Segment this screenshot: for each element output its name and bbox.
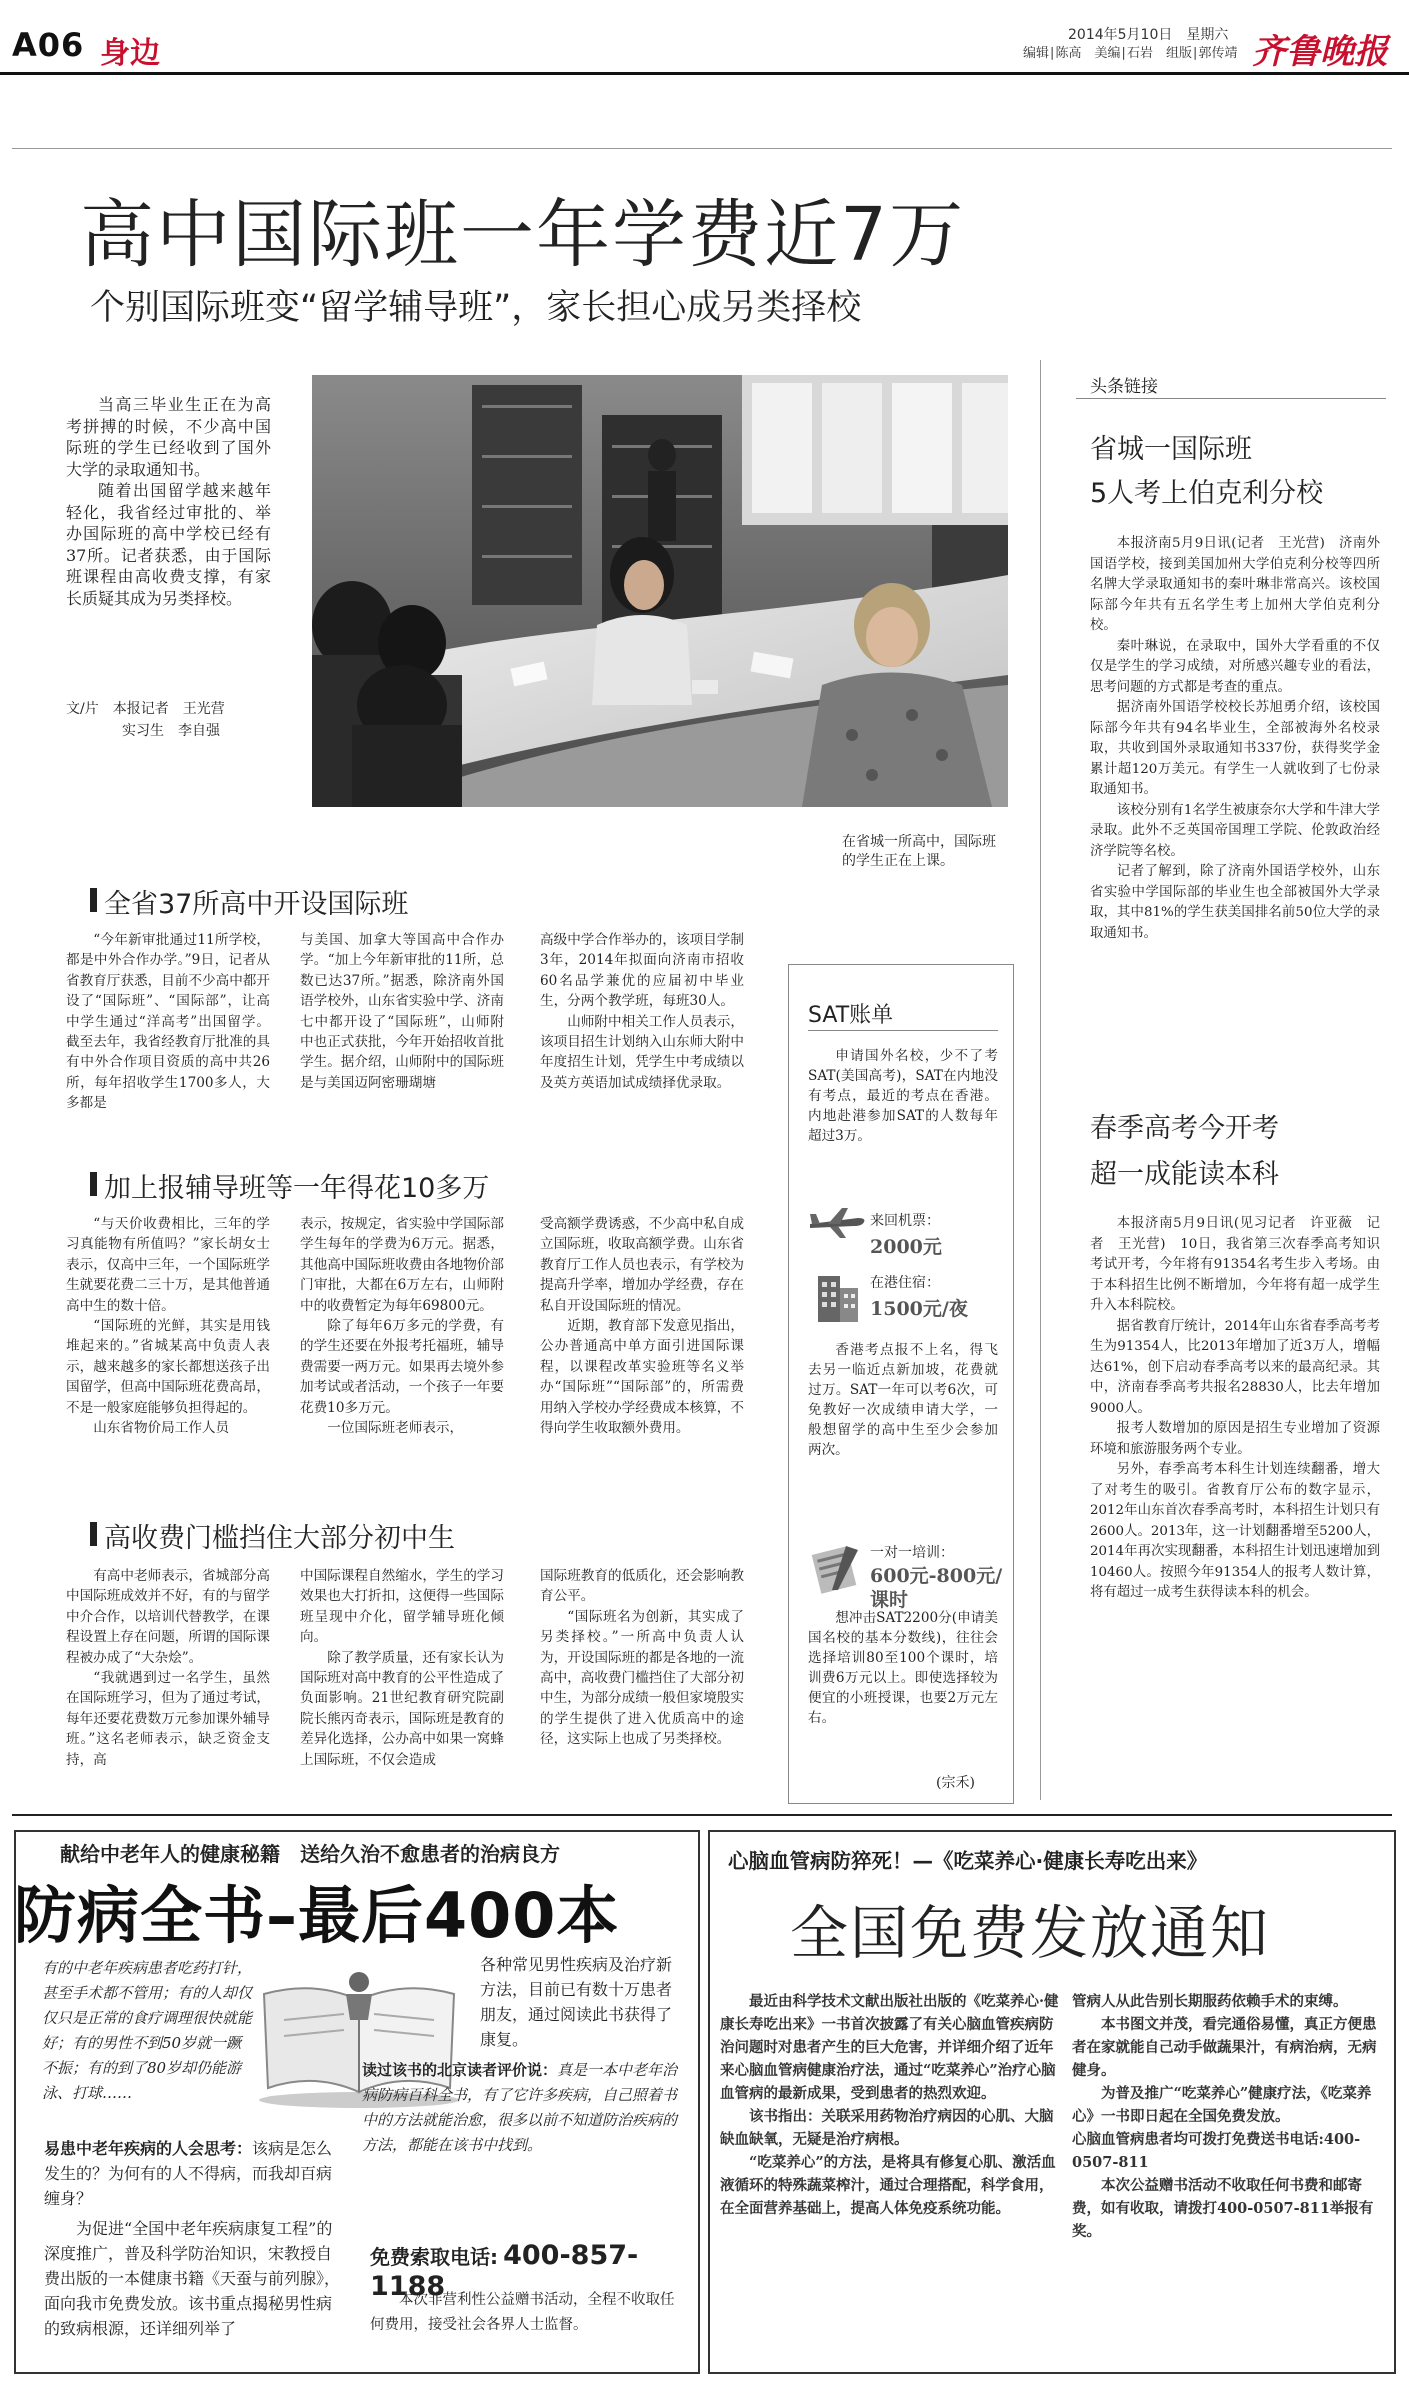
- lead-paragraph: 随着出国留学越来越年轻化，我省经过审批的、举办国际班的高中学校已经有37所。记者获悉，由于国际班课程由高收费支撑，有家长质疑其成为另类择校。: [66, 481, 271, 608]
- s2-column-3: [540, 1214, 744, 1514]
- lead-paragraph: 当高三毕业生正在为高考拼搏的时候，不少高中国际班的学生已经收到了国外大学的录取通知书。: [66, 395, 271, 479]
- s3-column-2: [300, 1566, 504, 1806]
- paragraph: 中国际课程自然缩水，学生的学习效果也大打折扣，这便得一些国际班呈现中介化，留学辅导班化倾向。: [300, 1568, 504, 1646]
- phone-number: 400-857-1188: [370, 2240, 639, 2302]
- paragraph: 为普及推广“吃菜养心”健康疗法，《吃菜养心》一书即日起在全国免费发放。: [1072, 2085, 1372, 2125]
- section-title: 高收费门槛挡住大部分初中生: [104, 1523, 455, 1554]
- paragraph: 该书指出：关联采用药物治疗病因的心肌、大脑缺血缺氧，无疑是治疗病根。: [720, 2108, 1054, 2148]
- sidebar-article-2-title: [1090, 1106, 1279, 1198]
- paragraph: 本书图文并茂，看完通俗易懂，真正方便患者在家就能自己动手做蔬果汁，有病治病，无病健身。: [1072, 2016, 1377, 2079]
- sat-intro: [808, 1046, 998, 1146]
- hotel-label: 在港住宿：: [870, 1275, 940, 1291]
- byline-reporter: 文/片 本报记者 王光营: [66, 701, 225, 717]
- ad-health-top: 心脑血管病防猝死！—《吃菜养心·健康长寿吃出来》: [728, 1849, 1208, 1873]
- paragraph: 管病人从此告别长期服药依赖手术的束缚。: [1072, 1993, 1348, 2010]
- header-rule: [0, 72, 1409, 75]
- section-name: 身边: [100, 36, 160, 71]
- date: 2014年5月10日: [1068, 27, 1173, 43]
- ad-book-question: [44, 2136, 344, 2211]
- ad-health-title: 全国免费发放通知: [790, 1899, 1271, 1967]
- title-line: 5人考上伯克利分校: [1090, 478, 1324, 509]
- s2-column-1: [66, 1214, 270, 1514]
- page-number: A06: [12, 26, 85, 64]
- paragraph: 本报济南5月9日讯(记者 王光营) 济南外国语学校，接到美国加州大学伯克利分校等四所名牌大学录取通知书的秦叶琳非常高兴。该校国际部今年共有五名学生考上加州大学伯克利分校。: [1090, 536, 1380, 633]
- ad-health-left: [720, 1990, 1060, 2368]
- paragraph: 该校分别有1名学生被康奈尔大学和牛津大学录取。此外不乏英国帝国理工学院、伦敦政治经济学院等名校。: [1090, 802, 1380, 859]
- flight-cost: [870, 1210, 1010, 1259]
- ad-book-promo: 为促进“全国中老年疾病康复工程”的深度推广，普及科学防治知识，宋教授自费出版的一本健康书籍《天蚕与前列腺》，面向我市免费发放。该书重点揭秘男性病的致病根源，还详细列举了: [44, 2219, 341, 2338]
- paragraph: 与美国、加拿大等国高中合作办学。“加上今年新审批的11所，总数已达37所。”据悉，除济南外国语学校外，山东省实验中学、济南七中都开设了“国际班”，山师附中也正式获批，今年开始招收首批学生。据介绍，山师附中的国际班是与美国迈阿密珊瑚塘: [300, 932, 504, 1091]
- tutor-price: 600元-800元/课时: [870, 1565, 1003, 1611]
- sat-mid: [808, 1340, 998, 1460]
- byline-intern: 实习生 李自强: [122, 723, 220, 739]
- paragraph: 申请国外名校，少不了考SAT(美国高考)，SAT在内地没有考点，最近的考点在香港。内地赴港参加SAT的人数每年超过3万。: [808, 1048, 998, 1144]
- paragraph: 山师附中相关工作人员表示，该项目招生计划纳入山东师大附中年度招生计划，凭学生中考成绩以及英方英语加试成绩择优录取。: [540, 1013, 744, 1091]
- sidebar-article-1-body: [1090, 534, 1380, 944]
- hotel-icon: [812, 1266, 864, 1324]
- section-bar: [90, 1522, 97, 1546]
- paragraph: 近期，教育部下发意见指出，公办普通高中单方面引进国际课程，以课程改革实验班等名义举办“国际班”“国际部”的，所需费用纳入学校办学经费成本核算，不得向学生收取额外费用。: [540, 1318, 744, 1437]
- tutor-cost: [870, 1542, 1010, 1612]
- subheadline: 个别国际班变“留学辅导班”，家长担心成另类择校: [90, 288, 862, 328]
- s1-column-2: [300, 930, 504, 1176]
- tutor-label: 一对一培训：: [870, 1545, 954, 1561]
- sat-title-rule: [808, 1030, 998, 1031]
- paragraph: 除了教学质量，还有家长认为国际班对高中教育的公平性造成了负面影响。21世纪教育研究院副院长熊丙奇表示，国际班是教育的差异化选择，公办高中如果一窝蜂上国际班，不仅会造成: [300, 1649, 504, 1768]
- weekday: 星期六: [1186, 27, 1229, 43]
- section-title: 全省37所高中开设国际班: [104, 889, 409, 920]
- phone-label: 免费索取电话:: [370, 2245, 498, 2269]
- section-heading-1: [90, 882, 990, 918]
- ad-book-right-text: 各种常见男性疾病及治疗新方法，目前已有数十万患者朋友，通过阅读此书获得了康复。: [480, 1955, 673, 2049]
- sidebar-tag: 头条链接: [1090, 377, 1158, 397]
- paragraph: “与天价收费相比，三年的学习真能物有所值吗？”家长胡女士表示，仅高中三年，一个国际班学生就要花费二三十万，是其他普通高中生的数十倍。: [66, 1216, 270, 1314]
- flight-label: 来回机票：: [870, 1213, 940, 1229]
- paragraph: 最近由科学技术文献出版社出版的《吃菜养心·健康长寿吃出来》一书首次披露了有关心脑血管疾病防治问题时对患者产生的巨大危害，并详细介绍了近年来心脑血管病健康治疗法，通过“吃菜养心”治疗心脑血管病的最新成果，受到患者的热烈欢迎。: [720, 1993, 1059, 2102]
- title-line: 省城一国际班: [1090, 434, 1252, 465]
- paragraph: 秦叶琳说，在录取中，国外大学看重的不仅仅是学生的学习成绩，对所感兴趣专业的看法，思考问题的方式都是考查的重点。: [1090, 638, 1380, 695]
- hotel-cost: [870, 1272, 1010, 1321]
- paragraph: “国际班名为创新，其实成了另类择校。”一所高中负责人认为，开设国际班的都是各地的一流高中，高收费门槛挡住了大部分初中生，为部分成绩一般但家境殷实的学生提供了进入优质高中的途径，这实际上也成了另类择校。: [540, 1608, 744, 1748]
- photo-caption: 在省城一所高中，国际班的学生正在上课。: [842, 834, 996, 869]
- s3-column-1: [66, 1566, 270, 1806]
- paragraph: 本次公益赠书活动不收取任何书费和邮寄费，如有收取，请拨打400-0507-811举报有奖。: [1072, 2177, 1374, 2240]
- paragraph: 山东省物价局工作人员: [93, 1420, 230, 1437]
- paragraph: 另外，春季高考本科生计划连续翻番，增大了对考生的吸引。省教育厅公布的数字显示，2012年山东首次春季高考时，本科招生计划只有2600人。2013年，这一计划翻番增至5200人，2014年再次实现翻番，本科招生计划迅速增加到10460人。按照今年91354人的报考人数计算，将有超过一成考生获得读本科的机会。: [1090, 1462, 1380, 1600]
- question-label: 易患中老年疾病的人会思考：: [44, 2139, 253, 2158]
- paragraph: 报考人数增加的原因是招生专业增加了资源环境和旅游服务两个专业。: [1090, 1421, 1380, 1457]
- s3-column-3: [540, 1566, 744, 1806]
- masthead-logo: 齐鲁晚报: [1252, 32, 1388, 72]
- sat-outro: [808, 1608, 998, 1728]
- classroom-photo: [312, 375, 1008, 807]
- ad-book-review: [362, 2058, 682, 2158]
- paragraph: 高级中学合作举办的，该项目学制3年，2014年拟面向济南市招收60名品学兼优的应届初中毕业生，分两个教学班，每班30人。: [540, 932, 744, 1010]
- paragraph: 想冲击SAT2200分(申请美国名校的基本分数线)，往往会选择培训80至100个课时，培训费6万元以上。即使选择较为便宜的小班授课，也要2万元左右。: [808, 1610, 998, 1726]
- byline: [66, 698, 276, 742]
- paragraph: 本报济南5月9日讯(见习记者 许亚薇 记者 王光营) 10日，我省第三次春季高考知识考试开考，今年将有91354名考生步入考场。由于本科招生比例不断增加，今年将有超一成学生升入本科院校。: [1090, 1216, 1380, 1313]
- question-text: 该病是怎么发生的？为何有的人不得病，而我却百病缠身？: [44, 2139, 333, 2208]
- paragraph: “吃菜养心”的方法，是将具有修复心肌、激活血液循环的特殊蔬菜榨汁，通过合理搭配，科学食用，在全面营养基础上，提高人体免疫系统功能。: [720, 2154, 1056, 2217]
- paragraph: “国际班的光鲜，其实是用钱堆起来的。”省城某高中负责人表示，越来越多的家长都想送孩子出国留学，但高中国际班花费高昂，不是一般家庭能够负担得起的。: [66, 1318, 270, 1416]
- sat-author: (宗禾): [936, 1775, 975, 1791]
- paragraph: 一位国际班老师表示，: [327, 1420, 464, 1437]
- paragraph: “今年新审批通过11所学校，都是中外合作办学。”9日，记者从省教育厅获悉，目前不少高中都开设了“国际班”、“国际部”，让高中学生通过“洋高考”出国留学。截至去年，我省经教育厅批准的具有中外合作项目资质的高中共26所，每年招收学生1700多人，大多都是: [66, 932, 270, 1112]
- paragraph: 除了每年6万多元的学费，有的学生还要在外报考托福班，辅导费需要一两万元。如果再去境外参加考试或者活动，一个孩子一年要花费10多万元。: [300, 1318, 504, 1416]
- paragraph: 记者了解到，除了济南外国语学校外，山东省实验中学国际部的毕业生也全部被国外大学录取，其中81%的学生获美国排名前50位大学的录取通知书。: [1090, 864, 1380, 941]
- header-rule-thin: [12, 148, 1392, 149]
- paragraph: 据省教育厅统计，2014年山东省春季高考考生为91354人，比2013年增加了近3万人，增幅达61%，创下启动春季高考以来的最高纪录。其中，济南春季高考共报名28830人，比去年增加9000人。: [1090, 1318, 1380, 1416]
- paragraph: 受高额学费诱惑，不少高中私自成立国际班，收取高额学费。山东省教育厅工作人员也表示，有学校为提高升学率，增加办学经费，存在私自开设国际班的情况。: [540, 1216, 744, 1314]
- headline: 高中国际班一年学费近7万: [80, 192, 966, 278]
- paragraph: 有高中老师表示，省城部分高中国际班成效并不好，有的与留学中介合作，以培训代替教学，在课程设置上存在问题，所谓的国际课程被办成了“大杂烩”。: [66, 1568, 270, 1666]
- title-line: 春季高考今开考: [1090, 1113, 1279, 1144]
- paragraph: 表示，按规定，省实验中学国际部学生每年的学费为6万元。据悉，其他高中国际班收费由各地物价部门审批，大都在6万左右，山师附中的收费暂定为每年69800元。: [300, 1216, 504, 1314]
- paragraph: 据济南外国语学校校长苏旭勇介绍，该校国际部今年共有94名毕业生，全部被海外名校录取，共收到国外录取通知书337份，获得奖学金累计超120万美元。有学生一人就收到了七份录取通知书。: [1090, 700, 1380, 797]
- ad-book-left-text: 有的中老年疾病患者吃药打针，甚至手术都不管用；有的人却仅仅只是正常的食疗调理很快就能好；有的男性不到50岁就一蹶不振；有的到了80岁却仍能游泳、打球……: [42, 1959, 253, 2102]
- ad-book-title: 防病全书–最后400本: [14, 1879, 620, 1952]
- title-line: 超一成能读本科: [1090, 1159, 1279, 1190]
- s1-column-3: [540, 930, 744, 1176]
- issue-date: [1068, 24, 1228, 44]
- review-label: 读过该书的北京读者评价说：: [362, 2061, 558, 2079]
- section-title: 加上报辅导班等一年得花10多万: [104, 1173, 490, 1204]
- ad-book-top: 献给中老年人的健康秘籍 送给久治不愈患者的治病良方: [60, 1842, 560, 1866]
- hotel-price: 1500元/夜: [870, 1298, 968, 1320]
- s2-column-2: [300, 1214, 504, 1514]
- phone-line: 心脑血管病患者均可拨打免费送书电话:400-0507-811: [1072, 2131, 1361, 2171]
- sidebar-tag-rule: [1076, 398, 1386, 399]
- tutor-icon: [810, 1540, 864, 1596]
- editor-credits: 编辑∣陈高 美编∣石岩 组版∣郭传靖: [1023, 46, 1238, 61]
- sat-title: SAT账单: [808, 1003, 894, 1028]
- lead-text: [66, 394, 271, 609]
- review-text: 真是一本中老年治病防病百科全书，有了它许多疾病，自己照着书中的方法就能治愈，很多以前不知道防治疾病的方法，都能在该书中找到。: [362, 2061, 678, 2154]
- s1-column-1: [66, 930, 270, 1176]
- section-bar: [90, 888, 97, 912]
- ad-book-note: 本次非营利性公益赠书活动，全程不收取任何费用，接受社会各界人士监督。: [370, 2292, 675, 2333]
- ads-separator: [12, 1814, 1392, 1816]
- airplane-icon: [808, 1202, 868, 1242]
- flight-price: 2000元: [870, 1236, 942, 1258]
- sidebar-divider: [1040, 360, 1041, 1800]
- paragraph: 香港考点报不上名，得飞去另一临近点新加坡，花费就过万。SAT一年可以考6次，可免教好一次成绩申请大学，一般想留学的高中生至少会参加两次。: [808, 1342, 998, 1458]
- paragraph: 国际班教育的低质化，还会影响教育公平。: [540, 1568, 744, 1605]
- sidebar-article-2-body: [1090, 1214, 1380, 1794]
- section-bar: [90, 1172, 97, 1196]
- ad-health-right: [1072, 1990, 1384, 2368]
- sidebar-article-1-title: [1090, 428, 1323, 516]
- paragraph: “我就遇到过一名学生，虽然在国际班学习，但为了通过考试，每年还要花费数万元参加课外辅导班。”这名老师表示，缺乏资金支持，高: [66, 1670, 270, 1768]
